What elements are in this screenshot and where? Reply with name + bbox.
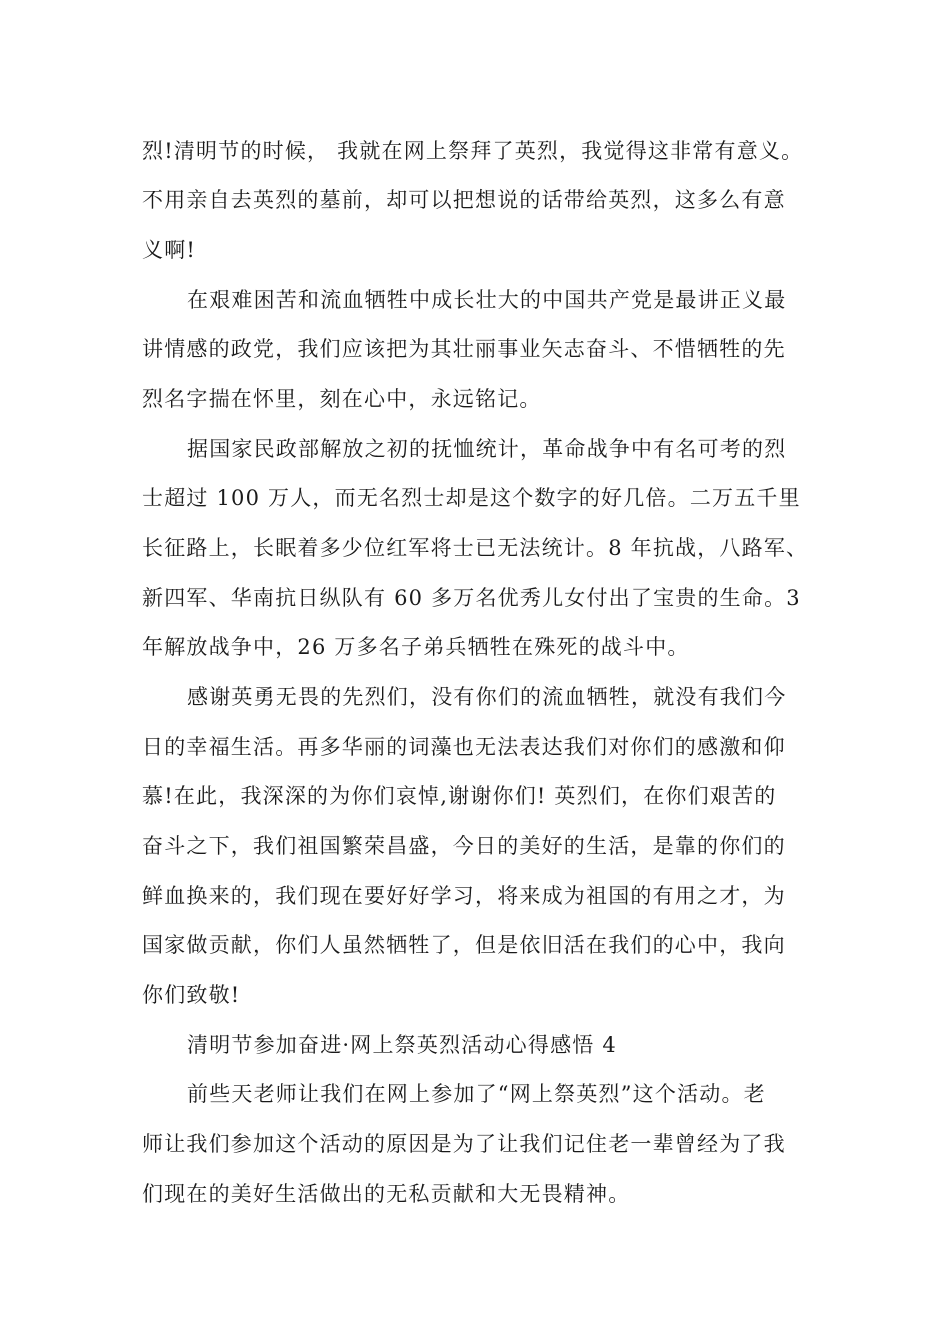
text-line: 新四军、华南抗日纵队有 60 多万名优秀儿女付出了宝贵的生命。3 xyxy=(142,586,801,610)
text-line: 长征路上，长眠着多少位红军将士已无法统计。8 年抗战，八路军、 xyxy=(142,536,809,560)
text-line: 士超过 100 万人，而无名烈士却是这个数字的好几倍。二万五千里 xyxy=(142,486,801,510)
text-line: 烈名字揣在怀里，刻在心中，永远铭记。 xyxy=(142,387,542,411)
text-line: 年解放战争中，26 万多名子弟兵牺牲在殊死的战斗中。 xyxy=(142,635,690,659)
text-line: 不用亲自去英烈的墓前，却可以把想说的话带给英烈，这多么有意 xyxy=(142,188,786,212)
text-line: 义啊! xyxy=(142,238,197,262)
text-line: 日的幸福生活。再多华丽的词藻也无法表达我们对你们的感激和仰 xyxy=(142,735,786,759)
section-heading: 清明节参加奋进·网上祭英烈活动心得感悟 4 xyxy=(187,1033,617,1057)
text-line: 国家做贡献，你们人虽然牺牲了，但是依旧活在我们的心中，我向 xyxy=(142,933,786,957)
text-line: 慕!在此，我深深的为你们哀悼,谢谢你们! 英烈们，在你们艰苦的 xyxy=(142,784,777,808)
text-line: 奋斗之下，我们祖国繁荣昌盛，今日的美好的生活，是靠的你们的 xyxy=(142,834,786,858)
text-line: 们现在的美好生活做出的无私贡献和大无畏精神。 xyxy=(142,1182,631,1206)
text-line: 师让我们参加这个活动的原因是为了让我们记住老一辈曾经为了我 xyxy=(142,1132,786,1156)
text-line: 感谢英勇无畏的先烈们，没有你们的流血牺牲，就没有我们今 xyxy=(187,685,787,709)
text-line: 烈!清明节的时候， 我就在网上祭拜了英烈，我觉得这非常有意义。 xyxy=(142,139,804,163)
text-line: 据国家民政部解放之初的抚恤统计，革命战争中有名可考的烈 xyxy=(187,437,787,461)
text-line: 在艰难困苦和流血牺牲中成长壮大的中国共产党是最讲正义最 xyxy=(187,288,787,312)
text-line: 前些天老师让我们在网上参加了“网上祭英烈”这个活动。老 xyxy=(187,1082,766,1106)
text-line: 讲情感的政党，我们应该把为其壮丽事业矢志奋斗、不惜牺牲的先 xyxy=(142,337,786,361)
text-line: 鲜血换来的，我们现在要好好学习，将来成为祖国的有用之才，为 xyxy=(142,884,786,908)
text-line: 你们致敬! xyxy=(142,983,241,1007)
